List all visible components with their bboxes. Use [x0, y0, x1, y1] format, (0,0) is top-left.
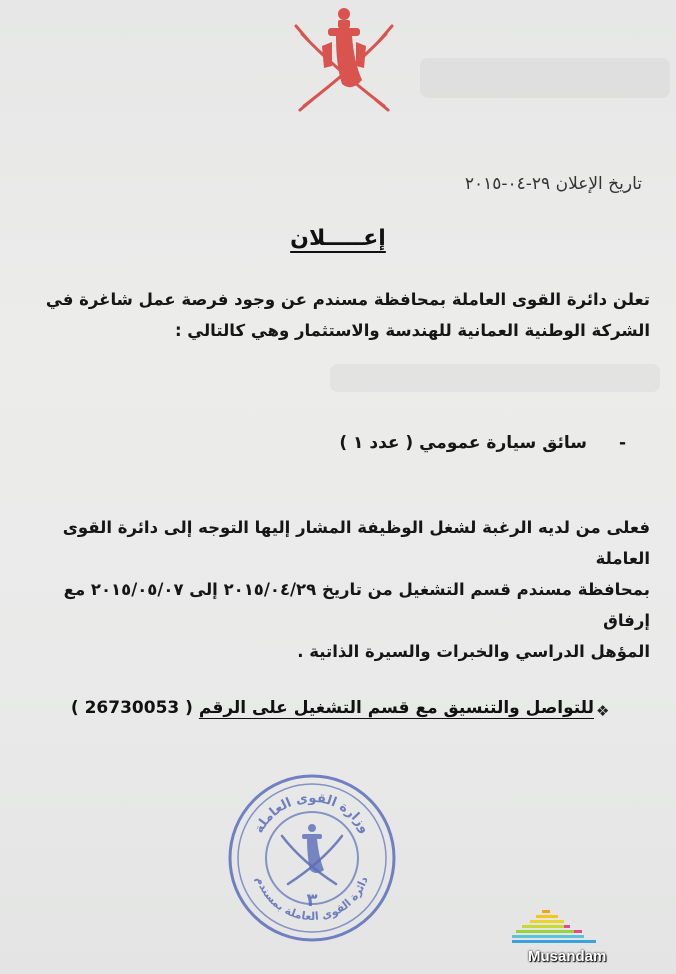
- intro-paragraph: [20, 284, 650, 346]
- body-line-3: المؤهل الدراسي والخبرات والسيرة الذاتية .: [297, 642, 650, 661]
- contact-number: ( 26730053 ): [70, 698, 193, 718]
- body-line-1: فعلى من لديه الرغبة لشغل الوظيفة المشار إليها التوجه إلى دائرة القوى العاملة: [62, 518, 650, 568]
- background-smudge: [330, 364, 660, 392]
- job-item: [339, 433, 626, 453]
- body-line-2: بمحافظة مسندم قسم التشغيل من تاريخ ٢٠١٥/٠٤/٢٩ إلى ٢٠١٥/٠٥/٠٧ مع إرفاق: [63, 580, 650, 630]
- date-value: ٢٩-٠٤-٢٠١٥: [464, 174, 551, 194]
- official-stamp-icon: [226, 772, 398, 944]
- job-title: سائق سيارة عمومي ( عدد ١ ): [339, 433, 588, 453]
- announcement-date: [465, 174, 642, 194]
- stamp-number: ٣: [306, 890, 318, 911]
- job-dash: -: [618, 433, 626, 453]
- intro-line-1: تعلن دائرة القوى العاملة بمحافظة مسندم عن وجود فرصة عمل شاغرة في: [45, 290, 650, 309]
- stamp-top-text: وزارة القوى العاملة: [251, 790, 373, 836]
- heading-text: إعـــــلان: [290, 226, 386, 251]
- watermark-text: Musandam: [528, 948, 607, 965]
- intro-line-2: الشركة الوطنية العمانية للهندسة والاستثمار وهي كالتالي :: [174, 321, 650, 340]
- oman-emblem-icon: [292, 6, 396, 112]
- stamp-bottom-text: دائرة القوى العاملة بمسندم: [253, 874, 371, 924]
- diamond-bullet-icon: ❖: [596, 702, 610, 720]
- date-label: تاريخ الإعلان: [555, 174, 642, 194]
- background-smudge: [420, 58, 670, 98]
- announcement-heading: [0, 226, 676, 251]
- contact-line: [71, 698, 594, 718]
- contact-text: للتواصل والتنسيق مع قسم التشغيل على الرقم: [198, 698, 594, 718]
- instructions-paragraph: [14, 512, 650, 667]
